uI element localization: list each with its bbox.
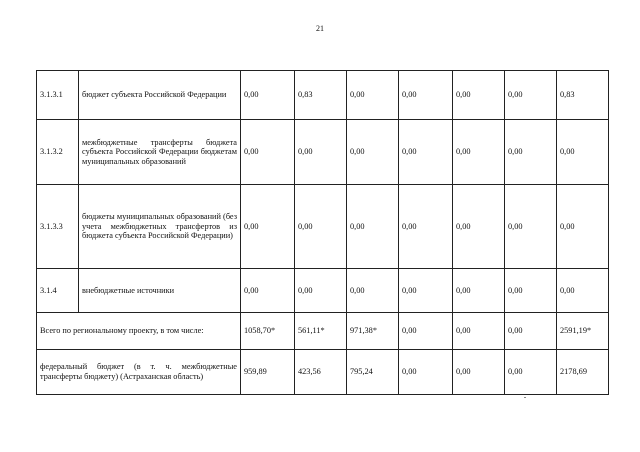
value-cell: 0,00	[453, 350, 505, 395]
value-cell: 0,00	[347, 71, 399, 120]
page-number: 21	[316, 24, 324, 33]
value-cell: 959,89	[241, 350, 295, 395]
value-cell: 0,00	[241, 120, 295, 185]
row-code: 3.1.3.1	[37, 71, 79, 120]
table-row	[37, 120, 609, 185]
row-code: 3.1.4	[37, 269, 79, 313]
total-cell: 2591,19*	[557, 313, 609, 350]
total-cell: 0,00	[557, 269, 609, 313]
total-cell: 0,00	[557, 120, 609, 185]
value-cell: 0,00	[399, 185, 453, 269]
value-cell: 0,83	[295, 71, 347, 120]
value-cell: 0,00	[399, 313, 453, 350]
value-cell: 0,00	[347, 185, 399, 269]
table-row	[37, 71, 609, 120]
value-cell: 0,00	[241, 269, 295, 313]
total-cell: 0,83	[557, 71, 609, 120]
total-cell: 0,00	[557, 185, 609, 269]
row-code: 3.1.3.3	[37, 185, 79, 269]
value-cell: 0,00	[505, 185, 557, 269]
row-name: бюджет субъекта Российской Федерации	[79, 71, 241, 120]
value-cell: 0,00	[295, 269, 347, 313]
federal-budget-label: федеральный бюджет (в т. ч. межбюджетные трансферты бюджету) (Астраханская область)	[37, 350, 241, 395]
table-row	[37, 313, 609, 350]
table-row	[37, 350, 609, 395]
value-cell: 423,56	[295, 350, 347, 395]
value-cell: 0,00	[241, 185, 295, 269]
value-cell: 0,00	[505, 269, 557, 313]
value-cell: 561,11*	[295, 313, 347, 350]
row-code: 3.1.3.2	[37, 120, 79, 185]
value-cell: 0,00	[399, 269, 453, 313]
value-cell: 0,00	[505, 71, 557, 120]
value-cell: 0,00	[453, 313, 505, 350]
value-cell: 0,00	[399, 71, 453, 120]
total-row-label: Всего по региональному проекту, в том числе:	[37, 313, 241, 350]
value-cell: 971,38*	[347, 313, 399, 350]
value-cell: 0,00	[295, 185, 347, 269]
value-cell: 0,00	[241, 71, 295, 120]
table-row	[37, 185, 609, 269]
row-name: внебюджетные источники	[79, 269, 241, 313]
value-cell: 0,00	[453, 120, 505, 185]
value-cell: 0,00	[399, 120, 453, 185]
value-cell: 0,00	[505, 313, 557, 350]
total-cell: 2178,69	[557, 350, 609, 395]
value-cell: 1058,70*	[241, 313, 295, 350]
budget-table	[36, 70, 609, 395]
value-cell: 0,00	[347, 120, 399, 185]
value-cell: 0,00	[453, 185, 505, 269]
value-cell: 0,00	[347, 269, 399, 313]
value-cell: 795,24	[347, 350, 399, 395]
scan-speck	[524, 397, 526, 398]
value-cell: 0,00	[399, 350, 453, 395]
value-cell: 0,00	[295, 120, 347, 185]
row-name: бюджеты муниципальных образований (без учета межбюджетных трансфертов из бюджета субъекта Российской Федерации)	[79, 185, 241, 269]
value-cell: 0,00	[453, 269, 505, 313]
row-name: межбюджетные трансферты бюджета субъекта Российской Федерации бюджетам муниципальных образований	[79, 120, 241, 185]
value-cell: 0,00	[505, 120, 557, 185]
value-cell: 0,00	[453, 71, 505, 120]
table-row	[37, 269, 609, 313]
value-cell: 0,00	[505, 350, 557, 395]
